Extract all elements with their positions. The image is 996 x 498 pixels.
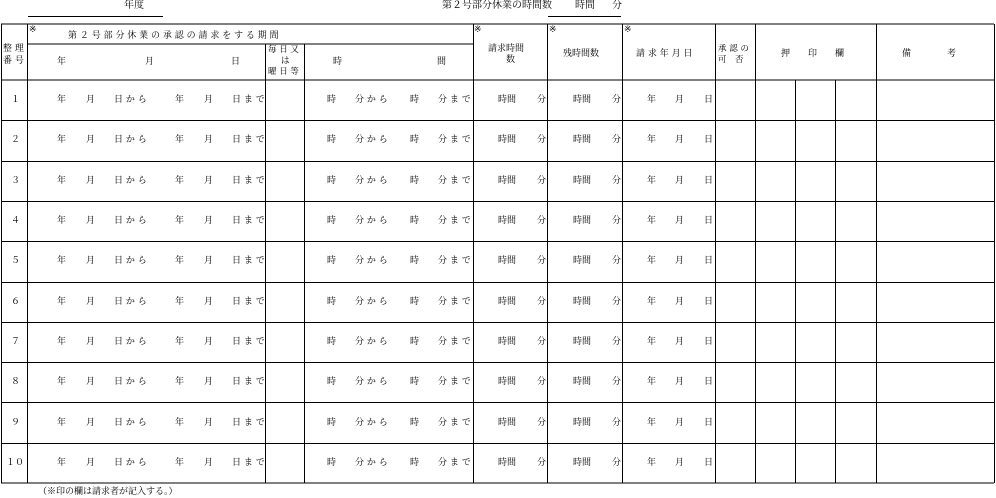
row-number: １０ bbox=[6, 458, 25, 468]
request-day: 日 bbox=[704, 418, 714, 428]
daily-label-1: 毎 日 又 bbox=[268, 45, 299, 55]
request-day: 日 bbox=[704, 216, 714, 226]
end-day-until: 日 ま で bbox=[232, 337, 265, 347]
request-minutes: 分 bbox=[537, 377, 547, 387]
end-year: 年 bbox=[175, 377, 185, 387]
start-minute-from: 分 か ら bbox=[355, 176, 388, 186]
start-minute-from: 分 か ら bbox=[355, 297, 388, 307]
remarks-label: 備 考 bbox=[902, 49, 957, 59]
end-hour: 時 bbox=[410, 337, 420, 347]
start-month: 月 bbox=[86, 176, 96, 186]
start-minute-from: 分 か ら bbox=[355, 256, 388, 266]
remaining-minutes: 分 bbox=[612, 216, 622, 226]
remaining-minutes: 分 bbox=[612, 458, 622, 468]
start-day-from: 日 か ら bbox=[114, 176, 147, 186]
start-hour: 時 bbox=[327, 337, 337, 347]
remaining-hours: 時間 bbox=[573, 337, 592, 347]
request-day: 日 bbox=[704, 377, 714, 387]
remaining-hours: 時間 bbox=[573, 176, 592, 186]
request-year: 年 bbox=[647, 95, 657, 105]
end-month: 月 bbox=[204, 135, 214, 145]
start-minute-from: 分 か ら bbox=[355, 216, 388, 226]
request-hours-label-2: 数 bbox=[506, 55, 516, 65]
start-hour: 時 bbox=[327, 297, 337, 307]
request-minutes: 分 bbox=[537, 458, 547, 468]
end-minute-until: 分 ま で bbox=[438, 337, 471, 347]
start-minute-from: 分 か ら bbox=[355, 418, 388, 428]
end-minute-until: 分 ま で bbox=[438, 377, 471, 387]
start-hour: 時 bbox=[327, 95, 337, 105]
row-number: ７ bbox=[11, 337, 21, 347]
end-year: 年 bbox=[175, 216, 185, 226]
remaining-minutes: 分 bbox=[612, 135, 622, 145]
start-year: 年 bbox=[57, 377, 67, 387]
request-year: 年 bbox=[647, 135, 657, 145]
start-hour: 時 bbox=[327, 216, 337, 226]
end-year: 年 bbox=[175, 95, 185, 105]
end-month: 月 bbox=[204, 176, 214, 186]
request-month: 月 bbox=[675, 216, 685, 226]
footnote: （※印の欄は請求者が記入する。） bbox=[38, 487, 178, 497]
request-hours: 時間 bbox=[498, 337, 517, 347]
end-month: 月 bbox=[204, 256, 214, 266]
row-number: ２ bbox=[11, 135, 21, 145]
end-minute-until: 分 ま で bbox=[438, 135, 471, 145]
request-minutes: 分 bbox=[537, 256, 547, 266]
end-minute-until: 分 ま で bbox=[438, 216, 471, 226]
request-month: 月 bbox=[675, 418, 685, 428]
request-day: 日 bbox=[704, 297, 714, 307]
start-year: 年 bbox=[57, 297, 67, 307]
end-hour: 時 bbox=[410, 216, 420, 226]
request-month: 月 bbox=[675, 297, 685, 307]
request-year: 年 bbox=[647, 337, 657, 347]
remaining-minutes: 分 bbox=[612, 256, 622, 266]
row-number: ６ bbox=[11, 297, 21, 307]
start-hour: 時 bbox=[327, 418, 337, 428]
end-minute-until: 分 ま で bbox=[438, 418, 471, 428]
end-day-until: 日 ま で bbox=[232, 216, 265, 226]
start-minute-from: 分 か ら bbox=[355, 458, 388, 468]
remaining-hours: 時間 bbox=[573, 377, 592, 387]
request-minutes: 分 bbox=[537, 176, 547, 186]
mark-request-hours: ※ bbox=[474, 25, 482, 35]
request-year: 年 bbox=[647, 418, 657, 428]
start-month: 月 bbox=[86, 377, 96, 387]
end-month: 月 bbox=[204, 458, 214, 468]
request-hours: 時間 bbox=[498, 216, 517, 226]
request-year: 年 bbox=[647, 297, 657, 307]
start-minute-from: 分 か ら bbox=[355, 377, 388, 387]
start-day-from: 日 か ら bbox=[114, 458, 147, 468]
end-hour: 時 bbox=[410, 297, 420, 307]
start-hour: 時 bbox=[327, 256, 337, 266]
request-hours: 時間 bbox=[498, 297, 517, 307]
row-number: ４ bbox=[11, 216, 21, 226]
start-day-from: 日 か ら bbox=[114, 297, 147, 307]
start-day-from: 日 か ら bbox=[114, 377, 147, 387]
mark-request-date: ※ bbox=[624, 25, 632, 35]
end-year: 年 bbox=[175, 458, 185, 468]
end-minute-until: 分 ま で bbox=[438, 256, 471, 266]
request-hours: 時間 bbox=[498, 135, 517, 145]
remaining-minutes: 分 bbox=[612, 95, 622, 105]
end-hour: 時 bbox=[410, 176, 420, 186]
remaining-minutes: 分 bbox=[612, 377, 622, 387]
header-month: 月 bbox=[145, 57, 155, 67]
start-month: 月 bbox=[86, 95, 96, 105]
start-day-from: 日 か ら bbox=[114, 135, 147, 145]
request-month: 月 bbox=[675, 377, 685, 387]
end-year: 年 bbox=[175, 337, 185, 347]
start-day-from: 日 か ら bbox=[114, 216, 147, 226]
end-day-until: 日 ま で bbox=[232, 256, 265, 266]
request-minutes: 分 bbox=[537, 216, 547, 226]
row-number: ５ bbox=[11, 256, 21, 266]
request-hours: 時間 bbox=[498, 418, 517, 428]
period-title: 第 ２ 号 部 分 休 業 の 承 認 の 請 求 を す る 期 間 bbox=[68, 31, 279, 41]
start-month: 月 bbox=[86, 135, 96, 145]
end-day-until: 日 ま で bbox=[232, 176, 265, 186]
start-month: 月 bbox=[86, 297, 96, 307]
request-minutes: 分 bbox=[537, 95, 547, 105]
row-number: ８ bbox=[11, 377, 21, 387]
start-year: 年 bbox=[57, 216, 67, 226]
fiscal-year-label: 年度 bbox=[124, 0, 144, 11]
remaining-hours: 時間 bbox=[573, 95, 592, 105]
request-minutes: 分 bbox=[537, 418, 547, 428]
remaining-hours-label: 残時間数 bbox=[563, 49, 600, 59]
end-month: 月 bbox=[204, 418, 214, 428]
start-day-from: 日 か ら bbox=[114, 95, 147, 105]
request-year: 年 bbox=[647, 216, 657, 226]
start-year: 年 bbox=[57, 135, 67, 145]
end-year: 年 bbox=[175, 256, 185, 266]
end-day-until: 日 ま で bbox=[232, 135, 265, 145]
row-number: １ bbox=[11, 95, 21, 105]
end-hour: 時 bbox=[410, 458, 420, 468]
request-hours: 時間 bbox=[498, 176, 517, 186]
approval-label-1: 承 認 の bbox=[718, 44, 749, 54]
start-day-from: 日 か ら bbox=[114, 337, 147, 347]
remaining-minutes: 分 bbox=[612, 337, 622, 347]
end-hour: 時 bbox=[410, 256, 420, 266]
request-year: 年 bbox=[647, 256, 657, 266]
remaining-hours: 時間 bbox=[573, 216, 592, 226]
start-month: 月 bbox=[86, 337, 96, 347]
start-hour: 時 bbox=[327, 377, 337, 387]
seiri-label-1: 整 理 bbox=[3, 44, 24, 54]
start-minute-from: 分 か ら bbox=[355, 95, 388, 105]
mark-remaining: ※ bbox=[549, 25, 557, 35]
remaining-hours: 時間 bbox=[573, 256, 592, 266]
request-hours: 時間 bbox=[498, 256, 517, 266]
hours-unit: 時間 bbox=[575, 0, 595, 11]
start-year: 年 bbox=[57, 337, 67, 347]
header-hour: 時 bbox=[333, 57, 343, 67]
end-day-until: 日 ま で bbox=[232, 418, 265, 428]
seal-label: 押 印 欄 bbox=[781, 49, 845, 59]
end-hour: 時 bbox=[410, 95, 420, 105]
request-day: 日 bbox=[704, 458, 714, 468]
end-year: 年 bbox=[175, 176, 185, 186]
start-minute-from: 分 か ら bbox=[355, 337, 388, 347]
header-interval: 間 bbox=[437, 57, 447, 67]
remaining-hours: 時間 bbox=[573, 135, 592, 145]
row-number: ９ bbox=[11, 418, 21, 428]
request-month: 月 bbox=[675, 95, 685, 105]
remaining-minutes: 分 bbox=[612, 176, 622, 186]
end-month: 月 bbox=[204, 216, 214, 226]
end-hour: 時 bbox=[410, 418, 420, 428]
start-day-from: 日 か ら bbox=[114, 418, 147, 428]
start-year: 年 bbox=[57, 418, 67, 428]
header-year: 年 bbox=[57, 57, 67, 67]
request-year: 年 bbox=[647, 458, 657, 468]
remaining-minutes: 分 bbox=[612, 297, 622, 307]
request-hours: 時間 bbox=[498, 458, 517, 468]
request-hours: 時間 bbox=[498, 95, 517, 105]
remaining-hours: 時間 bbox=[573, 297, 592, 307]
request-day: 日 bbox=[704, 135, 714, 145]
row-number: ３ bbox=[11, 176, 21, 186]
hours-label: 第２号部分休業の時間数 bbox=[442, 0, 552, 11]
end-month: 月 bbox=[204, 95, 214, 105]
minutes-unit: 分 bbox=[612, 0, 622, 11]
request-hours: 時間 bbox=[498, 377, 517, 387]
remaining-minutes: 分 bbox=[612, 418, 622, 428]
start-month: 月 bbox=[86, 256, 96, 266]
request-day: 日 bbox=[704, 176, 714, 186]
start-month: 月 bbox=[86, 458, 96, 468]
request-date-label: 請 求 年 月 日 bbox=[636, 49, 693, 59]
end-day-until: 日 ま で bbox=[232, 458, 265, 468]
request-month: 月 bbox=[675, 337, 685, 347]
request-month: 月 bbox=[675, 135, 685, 145]
end-minute-until: 分 ま で bbox=[438, 95, 471, 105]
end-minute-until: 分 ま で bbox=[438, 297, 471, 307]
request-month: 月 bbox=[675, 176, 685, 186]
request-day: 日 bbox=[704, 256, 714, 266]
seiri-label-2: 番 号 bbox=[3, 56, 24, 66]
request-minutes: 分 bbox=[537, 135, 547, 145]
end-year: 年 bbox=[175, 418, 185, 428]
end-hour: 時 bbox=[410, 377, 420, 387]
end-day-until: 日 ま で bbox=[232, 297, 265, 307]
request-minutes: 分 bbox=[537, 297, 547, 307]
end-month: 月 bbox=[204, 337, 214, 347]
end-year: 年 bbox=[175, 297, 185, 307]
end-day-until: 日 ま で bbox=[232, 95, 265, 105]
start-month: 月 bbox=[86, 418, 96, 428]
end-hour: 時 bbox=[410, 135, 420, 145]
mark-period: ※ bbox=[29, 25, 37, 35]
request-month: 月 bbox=[675, 458, 685, 468]
request-day: 日 bbox=[704, 337, 714, 347]
end-minute-until: 分 ま で bbox=[438, 458, 471, 468]
daily-label-3: 曜 日 等 bbox=[268, 67, 299, 77]
header-day: 日 bbox=[231, 57, 241, 67]
end-month: 月 bbox=[204, 297, 214, 307]
remaining-hours: 時間 bbox=[573, 458, 592, 468]
start-year: 年 bbox=[57, 176, 67, 186]
start-year: 年 bbox=[57, 458, 67, 468]
request-day: 日 bbox=[704, 95, 714, 105]
end-day-until: 日 ま で bbox=[232, 377, 265, 387]
request-year: 年 bbox=[647, 377, 657, 387]
request-minutes: 分 bbox=[537, 337, 547, 347]
end-month: 月 bbox=[204, 377, 214, 387]
request-year: 年 bbox=[647, 176, 657, 186]
daily-label-2: は bbox=[281, 56, 290, 66]
start-hour: 時 bbox=[327, 458, 337, 468]
request-month: 月 bbox=[675, 256, 685, 266]
start-year: 年 bbox=[57, 95, 67, 105]
remaining-hours: 時間 bbox=[573, 418, 592, 428]
approval-label-2: 可 否 bbox=[718, 55, 744, 65]
request-hours-label-1: 請求時間 bbox=[488, 44, 525, 54]
start-hour: 時 bbox=[327, 135, 337, 145]
end-year: 年 bbox=[175, 135, 185, 145]
end-minute-until: 分 ま で bbox=[438, 176, 471, 186]
start-hour: 時 bbox=[327, 176, 337, 186]
start-minute-from: 分 か ら bbox=[355, 135, 388, 145]
start-month: 月 bbox=[86, 216, 96, 226]
start-year: 年 bbox=[57, 256, 67, 266]
start-day-from: 日 か ら bbox=[114, 256, 147, 266]
